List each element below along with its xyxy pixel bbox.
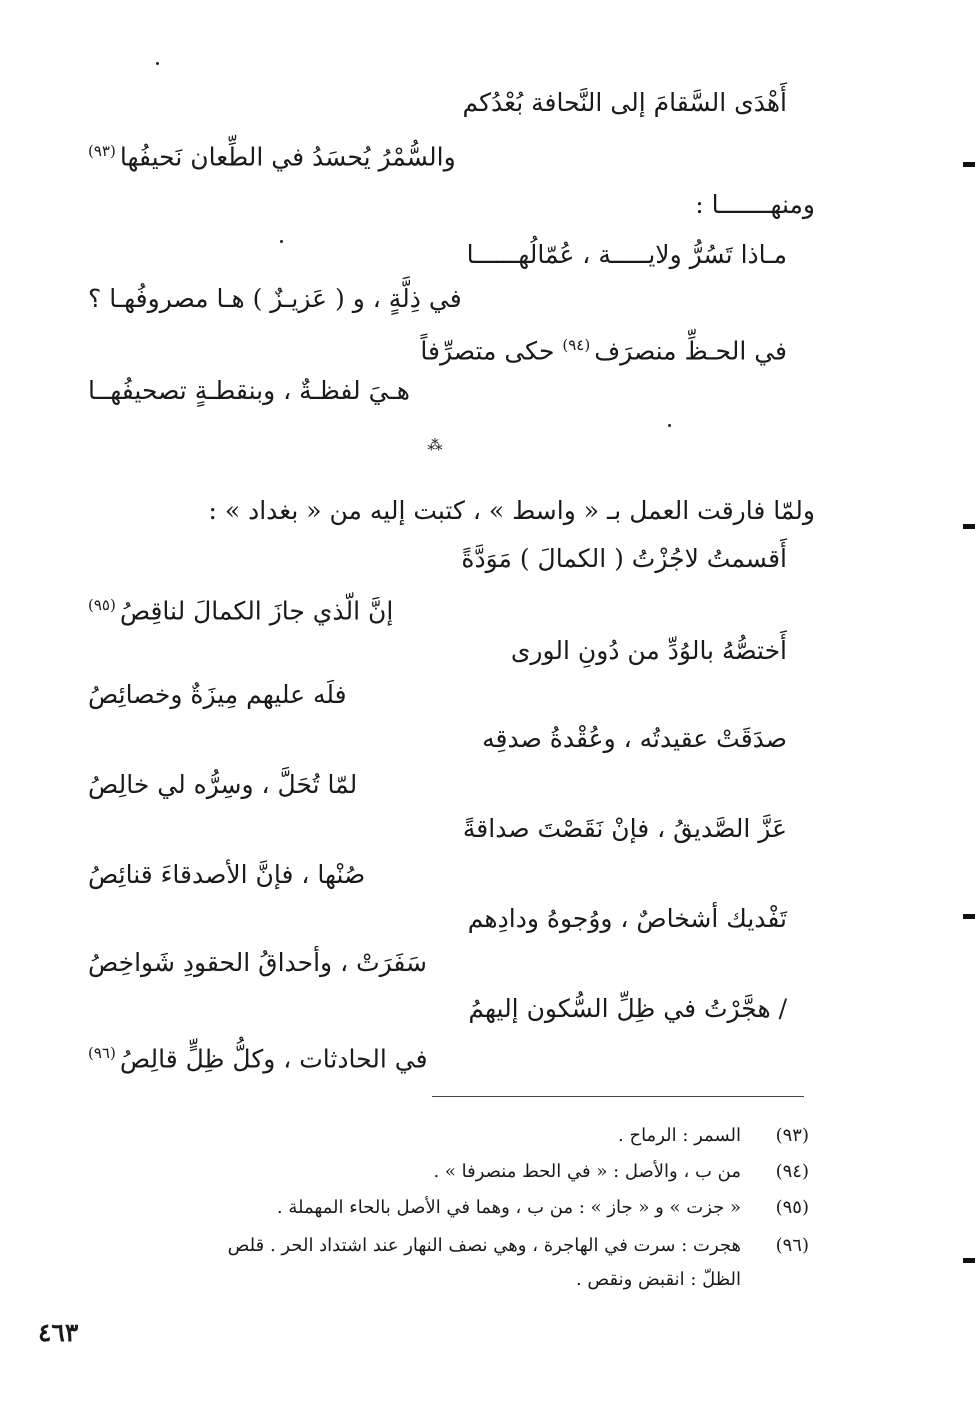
poem3-line9: تَفْديك أشخاصٌ ، ووُجوهُ ودادِهم bbox=[467, 904, 787, 933]
poem2-line3-text: في الحـظِّ منصرَف bbox=[594, 336, 787, 366]
poem3-line4: فلَه عليهم مِيزَةٌ وخصائِصُ bbox=[88, 680, 347, 709]
poem3-line3: أَختصُّهُ بالوُدِّ من دُونِ الورى bbox=[510, 636, 787, 665]
poem3-line6: لمّا تُحَلَّ ، وسِرُّه لي خالِصُ bbox=[88, 770, 358, 799]
poem3-line5: صدَقَتْ عقيدتُه ، وعُقْدةُ صدقِه bbox=[482, 724, 787, 753]
page-number: ٤٦٣ bbox=[38, 1318, 79, 1347]
footnote-ref-96: (٩٦) bbox=[88, 1044, 116, 1062]
poem2-line3 bbox=[420, 328, 787, 368]
poem3-line2 bbox=[88, 588, 393, 628]
footnote-94-number: (٩٤) bbox=[775, 1161, 809, 1182]
scan-edge-mark bbox=[963, 162, 975, 167]
footnote-divider bbox=[432, 1096, 804, 1097]
footnote-94-text: من ب ، والأصل : « في الحط منصرفا » . bbox=[433, 1161, 741, 1182]
footnote-ref-93: (٩٣) bbox=[88, 142, 116, 160]
footnote-95-number: (٩٥) bbox=[775, 1197, 809, 1218]
poem2-line3-rest: حكى متصرِّفاً bbox=[420, 336, 555, 366]
section-separator-stars: ⁂ bbox=[427, 436, 443, 454]
footnote-ref-95: (٩٥) bbox=[88, 596, 116, 614]
footnote-93-number: (٩٣) bbox=[775, 1125, 809, 1146]
footnote-ref-94: (٩٤) bbox=[562, 336, 591, 354]
scan-edge-mark bbox=[963, 914, 975, 919]
footnote-96-number: (٩٦) bbox=[775, 1235, 809, 1256]
poem3-line12 bbox=[88, 1036, 428, 1076]
poem3-line11: / هجَّرْتُ في ظِلِّ السُّكون إليهمُ bbox=[468, 994, 787, 1023]
footnote-96-text: هجرت : سرت في الهاجرة ، وهي نصف النهار عند اشتداد الحر . قلص bbox=[227, 1235, 741, 1256]
footnote-96-text-cont: الظلّ : انقبض ونقص . bbox=[575, 1269, 741, 1290]
scan-speck bbox=[668, 424, 671, 427]
scan-edge-mark bbox=[963, 1258, 975, 1263]
scan-speck bbox=[280, 240, 283, 243]
poem1-line2 bbox=[88, 134, 456, 174]
footnote-93-text: السمر : الرماح . bbox=[618, 1125, 741, 1146]
scan-speck bbox=[156, 62, 159, 65]
poem3-line12-text: في الحادثات ، وكلُّ ظِلٍّ قالِصُ bbox=[119, 1044, 428, 1074]
poem3-line2-text: إنَّ الّذي جازَ الكمالَ لناقِصُ bbox=[119, 596, 394, 626]
poem3-line10: سَفَرَتْ ، وأحداقُ الحقودِ شَواخِصُ bbox=[88, 948, 428, 977]
poem3-line7: عَزَّ الصَّديقُ ، فإنْ نَقَصْتَ صداقةً bbox=[462, 814, 787, 843]
poem1-line2-text: والسُّمْرُ يُحسَدُ في الطِّعان نَحيفُها bbox=[119, 142, 456, 172]
poem2-line2: في ذِلَّةٍ ، و ( عَزيـزٌ ) هـا مصروفُهـا ؟ bbox=[88, 284, 462, 313]
section-intro-3: ولمّا فارقت العمل بـ « واسط » ، كتبت إليه من « بغداد » : bbox=[208, 496, 815, 525]
footnote-95-text: « جزت » و « جاز » : من ب ، وهما في الأصل بالحاء المهملة . bbox=[276, 1197, 741, 1218]
poem2-line1: مـاذا تَسُرُّ ولايـــــة ، عُمّالُهــــــا bbox=[466, 240, 787, 269]
scan-edge-mark bbox=[963, 524, 975, 529]
poem2-line4: هـيَ لفظـةٌ ، وبنقطـةٍ تصحيفُهــا bbox=[88, 376, 410, 405]
poem3-line1: أَقسمتُ لاجُزْتُ ( الكمالَ ) مَوَدَّةً bbox=[461, 544, 787, 573]
poem3-line8: صُنْها ، فإنَّ الأصدقاءَ قنائِصُ bbox=[88, 860, 366, 889]
section-intro-2: ومنهـــــــا : bbox=[695, 190, 815, 219]
poem1-line1: أَهْدَى السَّقامَ إلى النَّحافة بُعْدُكم bbox=[462, 88, 787, 117]
